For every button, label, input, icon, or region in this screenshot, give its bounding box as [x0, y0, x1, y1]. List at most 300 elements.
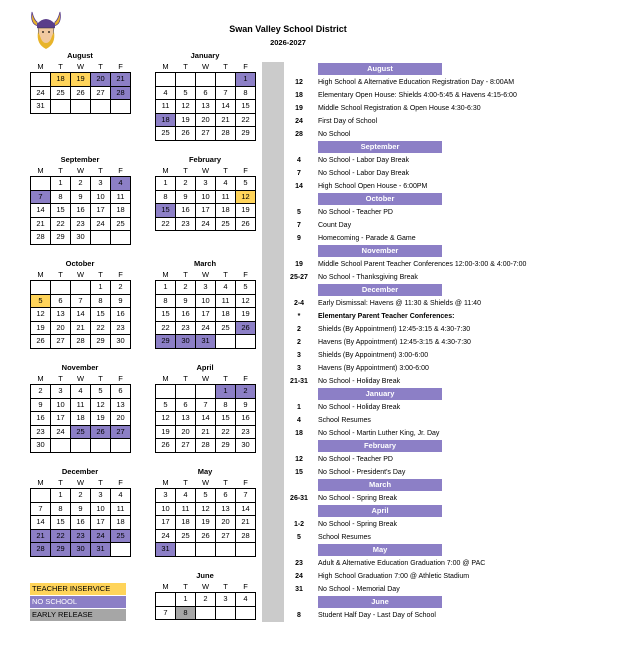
day-cell: 17 [196, 308, 216, 322]
weekday-header: T [98, 62, 103, 71]
empty-day-cell [111, 439, 131, 453]
weekday-header: W [201, 270, 210, 279]
empty-day-cell [31, 489, 51, 503]
day-cell: 28 [196, 439, 216, 453]
week-row [31, 204, 131, 218]
event-description: Shields (By Appointment) 3:00-6:00 [318, 351, 429, 359]
event-date: 1 [297, 403, 301, 411]
day-cell: 4 [71, 385, 91, 399]
event-date: 12 [295, 78, 303, 86]
event-row [288, 466, 608, 479]
week-row [156, 385, 256, 399]
day-cell: 11 [111, 190, 131, 204]
event-description: No School - Teacher PD [318, 455, 393, 463]
event-description: No School - Memorial Day [318, 585, 400, 593]
weekday-header: M [162, 166, 169, 175]
day-cell: 1 [176, 593, 196, 607]
event-month-heading: December [318, 284, 442, 296]
day-cell: 23 [111, 321, 131, 335]
week-row [31, 516, 131, 530]
week-row [156, 281, 256, 295]
day-cell: 15 [216, 412, 236, 426]
day-cell: 8 [91, 294, 111, 308]
event-description: Middle School Registration & Open House 4:30-6:30 [318, 104, 481, 112]
empty-day-cell [156, 385, 176, 399]
day-cell: 9 [71, 502, 91, 516]
day-cell: 9 [176, 294, 196, 308]
month-name: May [197, 467, 213, 476]
day-cell: 1 [156, 177, 176, 191]
event-date: 7 [297, 169, 301, 177]
weekday-header: F [118, 166, 123, 175]
day-cell: 10 [196, 294, 216, 308]
day-cell: 20 [196, 113, 216, 127]
day-cell: 4 [156, 86, 176, 100]
day-cell: 6 [196, 86, 216, 100]
week-row [31, 100, 131, 114]
weekday-header: M [37, 62, 44, 71]
day-cell: 26 [196, 529, 216, 543]
day-cell: 13 [216, 502, 236, 516]
weekday-header: F [118, 478, 123, 487]
day-cell: 17 [156, 516, 176, 530]
empty-day-cell [51, 100, 71, 114]
day-cell: 28 [31, 543, 51, 557]
event-date: 18 [295, 91, 303, 99]
day-cell: 2 [176, 177, 196, 191]
event-description: No School - Labor Day Break [318, 169, 410, 177]
day-cell: 1 [236, 73, 256, 87]
day-cell: 6 [51, 294, 71, 308]
event-date: 19 [295, 260, 303, 268]
weekday-header: F [243, 270, 248, 279]
event-row [288, 102, 608, 115]
day-cell: 20 [176, 425, 196, 439]
event-description: Elementary Parent Teacher Conferences: [318, 312, 455, 320]
month-name: August [67, 51, 93, 60]
day-cell: 28 [71, 335, 91, 349]
day-cell: 19 [236, 204, 256, 218]
event-description: No School - Martin Luther King, Jr. Day [318, 429, 440, 437]
day-cell: 12 [31, 308, 51, 322]
day-cell: 8 [156, 190, 176, 204]
event-row [288, 401, 608, 414]
event-description: High School Open House - 6:00PM [318, 182, 428, 190]
event-month-heading: August [318, 63, 442, 75]
empty-day-cell [111, 231, 131, 245]
day-cell: 4 [111, 489, 131, 503]
day-cell: 25 [156, 127, 176, 141]
legend-item: EARLY RELEASE [30, 609, 126, 621]
empty-day-cell [111, 100, 131, 114]
day-cell: 3 [216, 593, 236, 607]
day-cell: 25 [71, 425, 91, 439]
event-row [288, 362, 608, 375]
event-row [288, 349, 608, 362]
weekday-header: F [243, 374, 248, 383]
week-row [31, 439, 131, 453]
empty-day-cell [111, 543, 131, 557]
day-cell: 18 [111, 516, 131, 530]
week-row [156, 529, 256, 543]
day-cell: 28 [111, 86, 131, 100]
event-date: 18 [295, 429, 303, 437]
day-cell: 22 [51, 217, 71, 231]
district-title: Swan Valley School District [229, 24, 347, 34]
day-cell: 5 [156, 398, 176, 412]
week-row [156, 204, 256, 218]
day-cell: 12 [91, 398, 111, 412]
weekday-header: M [162, 270, 169, 279]
day-cell: 27 [196, 127, 216, 141]
day-cell: 18 [71, 412, 91, 426]
day-cell: 5 [236, 281, 256, 295]
event-row [288, 271, 608, 284]
weekday-header: T [98, 478, 103, 487]
day-cell: 29 [51, 543, 71, 557]
weekday-header: T [223, 478, 228, 487]
event-date: 4 [297, 416, 301, 424]
day-cell: 24 [196, 321, 216, 335]
weekday-header: M [37, 374, 44, 383]
day-cell: 14 [196, 412, 216, 426]
event-row [288, 76, 608, 89]
empty-day-cell [216, 543, 236, 557]
day-cell: 25 [51, 86, 71, 100]
day-cell: 29 [91, 335, 111, 349]
event-description: No School - Spring Break [318, 494, 397, 502]
empty-day-cell [176, 543, 196, 557]
weekday-header: M [37, 270, 44, 279]
weekday-header: T [58, 270, 63, 279]
weekday-header: W [201, 62, 210, 71]
weekday-header: W [201, 374, 210, 383]
weekday-header: M [37, 166, 44, 175]
weekday-header: T [98, 374, 103, 383]
day-cell: 25 [111, 529, 131, 543]
day-cell: 6 [111, 385, 131, 399]
weekday-header: F [243, 166, 248, 175]
day-cell: 27 [176, 439, 196, 453]
event-row [288, 167, 608, 180]
event-date: 19 [295, 104, 303, 112]
day-cell: 10 [91, 190, 111, 204]
day-cell: 20 [111, 412, 131, 426]
day-cell: 25 [216, 217, 236, 231]
day-cell: 16 [71, 516, 91, 530]
day-cell: 21 [216, 113, 236, 127]
event-row [288, 323, 608, 336]
event-date: 24 [295, 117, 303, 125]
day-cell: 19 [71, 73, 91, 87]
month-december [30, 467, 130, 557]
day-cell: 9 [111, 294, 131, 308]
day-cell: 8 [51, 502, 71, 516]
day-cell: 1 [91, 281, 111, 295]
day-cell: 19 [236, 308, 256, 322]
month-may [155, 467, 255, 557]
day-cell: 17 [196, 204, 216, 218]
day-cell: 6 [216, 489, 236, 503]
week-row [31, 281, 131, 295]
day-cell: 26 [236, 217, 256, 231]
empty-day-cell [31, 281, 51, 295]
day-cell: 13 [196, 100, 216, 114]
month-name: November [61, 363, 99, 372]
day-cell: 15 [91, 308, 111, 322]
day-cell: 20 [91, 73, 111, 87]
empty-day-cell [91, 100, 111, 114]
event-description: No School - Labor Day Break [318, 156, 410, 164]
day-cell: 24 [51, 425, 71, 439]
event-description: School Resumes [318, 416, 371, 424]
weekday-header: T [183, 270, 188, 279]
week-row [31, 231, 131, 245]
week-row [31, 385, 131, 399]
day-cell: 1 [216, 385, 236, 399]
weekday-header: T [223, 62, 228, 71]
event-row [288, 583, 608, 596]
event-date: 4 [297, 156, 301, 164]
week-row [31, 425, 131, 439]
event-row [288, 115, 608, 128]
event-description: No School - Spring Break [318, 520, 397, 528]
event-row [288, 609, 608, 622]
day-cell: 23 [236, 425, 256, 439]
empty-day-cell [176, 73, 196, 87]
day-cell: 19 [31, 321, 51, 335]
event-row [288, 297, 608, 310]
day-cell: 22 [156, 217, 176, 231]
day-cell: 30 [236, 439, 256, 453]
event-date: 7 [297, 221, 301, 229]
empty-day-cell [71, 281, 91, 295]
day-cell: 24 [91, 217, 111, 231]
event-description: Havens (By Appointment) 3:00-6:00 [318, 364, 429, 372]
month-name: September [60, 155, 100, 164]
day-cell: 24 [31, 86, 51, 100]
month-name: June [196, 571, 214, 580]
event-description: High School Graduation 7:00 @ Athletic Stadium [318, 572, 470, 580]
day-cell: 5 [91, 385, 111, 399]
week-row [156, 308, 256, 322]
day-cell: 26 [236, 321, 256, 335]
empty-day-cell [176, 385, 196, 399]
week-row [156, 439, 256, 453]
weekday-header: M [37, 478, 44, 487]
event-date: * [297, 312, 301, 320]
event-description: No School - Teacher PD [318, 208, 393, 216]
event-description: Student Half Day - Last Day of School [318, 611, 436, 619]
day-cell: 21 [111, 73, 131, 87]
day-cell: 25 [176, 529, 196, 543]
event-row [288, 258, 608, 271]
day-cell: 15 [51, 516, 71, 530]
week-row [31, 177, 131, 191]
weekday-header: T [98, 166, 103, 175]
day-cell: 29 [216, 439, 236, 453]
event-description: Adult & Alternative Education Graduation 7:00 @ PAC [318, 559, 486, 567]
week-row [156, 398, 256, 412]
event-month-heading: September [318, 141, 442, 153]
event-description: Early Dismissal: Havens @ 11:30 & Shields @ 11:40 [318, 299, 481, 307]
weekday-header: T [58, 374, 63, 383]
empty-day-cell [216, 335, 236, 349]
event-date: 5 [297, 208, 301, 216]
month-january [155, 51, 255, 141]
legend-item: TEACHER INSERVICE [30, 583, 126, 595]
day-cell: 23 [71, 217, 91, 231]
day-cell: 18 [216, 308, 236, 322]
day-cell: 29 [51, 231, 71, 245]
weekday-header: T [223, 582, 228, 591]
empty-day-cell [196, 543, 216, 557]
day-cell: 2 [111, 281, 131, 295]
month-october [30, 259, 130, 349]
month-august [30, 51, 130, 114]
day-cell: 14 [216, 100, 236, 114]
day-cell: 9 [236, 398, 256, 412]
week-row [156, 73, 256, 87]
day-cell: 9 [71, 190, 91, 204]
day-cell: 13 [111, 398, 131, 412]
week-row [31, 489, 131, 503]
legend-item: NO SCHOOL [30, 596, 126, 608]
day-cell: 21 [71, 321, 91, 335]
week-row [156, 593, 256, 607]
weekday-header: T [183, 478, 188, 487]
event-month-heading: October [318, 193, 442, 205]
week-row [156, 502, 256, 516]
event-row [288, 310, 608, 323]
day-cell: 14 [31, 204, 51, 218]
day-cell: 3 [91, 177, 111, 191]
day-cell: 17 [51, 412, 71, 426]
weekday-header: T [58, 166, 63, 175]
empty-day-cell [91, 439, 111, 453]
day-cell: 8 [51, 190, 71, 204]
week-row [156, 335, 256, 349]
weekday-header: M [162, 62, 169, 71]
event-row [288, 518, 608, 531]
empty-day-cell [71, 100, 91, 114]
week-row [31, 412, 131, 426]
event-description: Elementary Open House: Shields 4:00-5:45 & Havens 4:15-6:00 [318, 91, 517, 99]
week-row [156, 127, 256, 141]
weekday-header: T [183, 582, 188, 591]
day-cell: 12 [236, 294, 256, 308]
day-cell: 5 [236, 177, 256, 191]
week-row [156, 489, 256, 503]
day-cell: 31 [91, 543, 111, 557]
event-month-heading: January [318, 388, 442, 400]
day-cell: 2 [236, 385, 256, 399]
event-date: 2 [297, 325, 301, 333]
day-cell: 28 [31, 231, 51, 245]
week-row [31, 73, 131, 87]
day-cell: 16 [176, 308, 196, 322]
week-row [156, 425, 256, 439]
day-cell: 22 [51, 529, 71, 543]
day-cell: 20 [216, 516, 236, 530]
week-row [156, 606, 256, 620]
weekday-header: M [162, 478, 169, 487]
month-name: January [190, 51, 220, 60]
event-month-heading: March [318, 479, 442, 491]
day-cell: 11 [111, 502, 131, 516]
weekday-header: T [98, 270, 103, 279]
day-cell: 1 [156, 281, 176, 295]
week-row [31, 335, 131, 349]
event-row [288, 557, 608, 570]
events-date-column-bar [262, 62, 284, 622]
day-cell: 10 [196, 190, 216, 204]
day-cell: 26 [91, 425, 111, 439]
empty-day-cell [51, 281, 71, 295]
week-row [156, 86, 256, 100]
day-cell: 27 [91, 86, 111, 100]
day-cell: 16 [71, 204, 91, 218]
day-cell: 7 [196, 398, 216, 412]
event-row [288, 427, 608, 440]
day-cell: 2 [71, 489, 91, 503]
day-cell: 16 [111, 308, 131, 322]
week-row [156, 543, 256, 557]
event-description: Homecoming - Parade & Game [318, 234, 416, 242]
day-cell: 12 [236, 190, 256, 204]
day-cell: 16 [236, 412, 256, 426]
event-date: 12 [295, 455, 303, 463]
day-cell: 3 [196, 177, 216, 191]
day-cell: 15 [51, 204, 71, 218]
month-name: February [188, 155, 222, 164]
event-description: No School - Thanksgiving Break [318, 273, 418, 281]
day-cell: 15 [156, 308, 176, 322]
event-date: 21-31 [290, 377, 308, 385]
day-cell: 13 [176, 412, 196, 426]
empty-day-cell [156, 73, 176, 87]
week-row [156, 217, 256, 231]
event-description: First Day of School [318, 117, 378, 125]
day-cell: 4 [176, 489, 196, 503]
month-april [155, 363, 255, 453]
day-cell: 4 [111, 177, 131, 191]
day-cell: 30 [71, 231, 91, 245]
week-row [31, 86, 131, 100]
day-cell: 25 [111, 217, 131, 231]
event-row [288, 492, 608, 505]
week-row [156, 100, 256, 114]
day-cell: 6 [176, 398, 196, 412]
day-cell: 8 [216, 398, 236, 412]
day-cell: 21 [236, 516, 256, 530]
day-cell: 27 [51, 335, 71, 349]
day-cell: 16 [31, 412, 51, 426]
weekday-header: W [201, 166, 210, 175]
day-cell: 10 [156, 502, 176, 516]
day-cell: 18 [51, 73, 71, 87]
event-description: Count Day [318, 221, 352, 229]
event-date: 5 [297, 533, 301, 541]
weekday-header: T [183, 374, 188, 383]
day-cell: 21 [31, 529, 51, 543]
month-september [30, 155, 130, 245]
event-month-heading: May [318, 544, 442, 556]
day-cell: 30 [176, 335, 196, 349]
weekday-header: F [243, 62, 248, 71]
day-cell: 27 [111, 425, 131, 439]
day-cell: 30 [71, 543, 91, 557]
